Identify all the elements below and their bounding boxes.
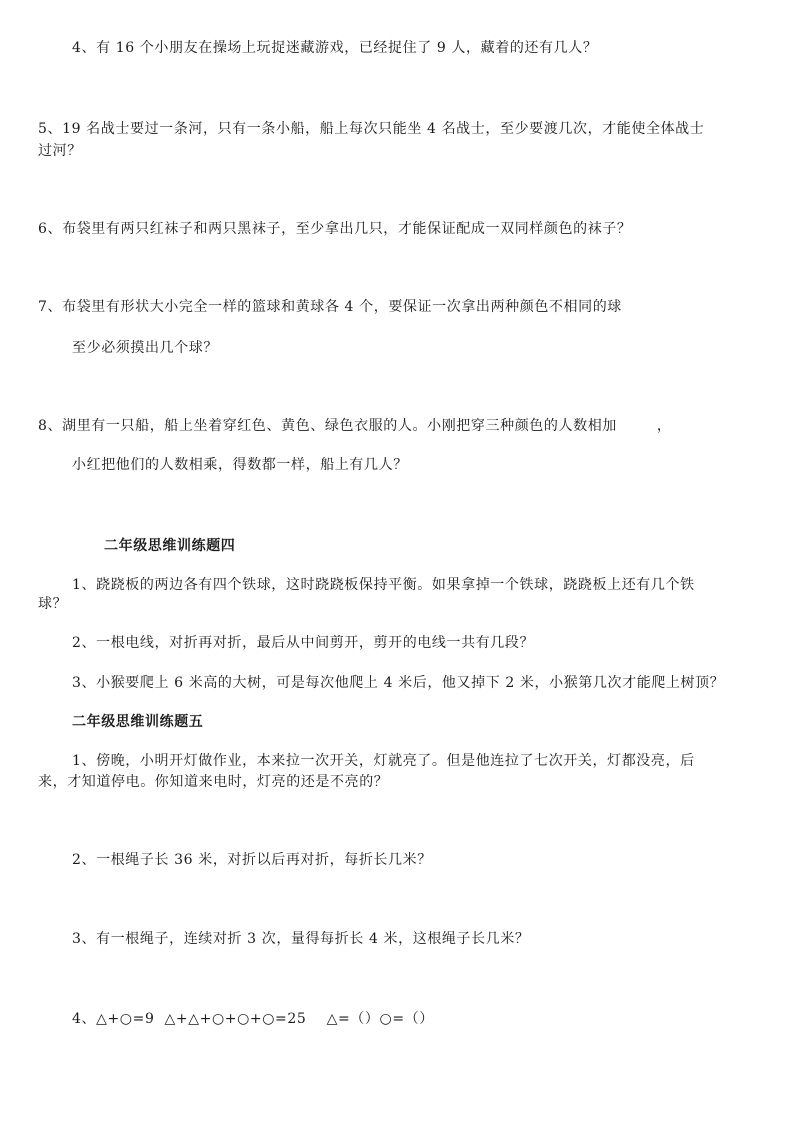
question-7-line-1: 7、布袋里有形状大小完全一样的篮球和黄球各 4 个，要保证一次拿出两种颜色不相同的球 (38, 299, 622, 315)
section-4-question-1-line-2: 球？ (38, 596, 68, 612)
question-8-line-1-tail: ， (656, 418, 672, 434)
question-6: 6、布袋里有两只红袜子和两只黑袜子，至少拿出几只，才能保证配成一双同样颜色的袜子？ (38, 221, 632, 237)
section-5-question-1-line-2: 来，才知道停电。你知道来电时，灯亮的还是不亮的？ (38, 774, 389, 790)
question-5-line-1: 5、19 名战士要过一条河，只有一条小船，船上每次只能坐 4 名战士，至少要渡几次，才能使全体战士 (38, 121, 705, 137)
section-4-question-1-line-1: 1、跷跷板的两边各有四个铁球，这时跷跷板保持平衡。如果拿掉一个铁球，跷跷板上还有几个铁 (72, 577, 695, 593)
section-5-title: 二年级思维训练题五 (72, 714, 204, 730)
question-8-line-2: 小红把他们的人数相乘，得数都一样，船上有几人？ (72, 457, 408, 473)
section-4-question-2: 2、一根电线，对折再对折，最后从中间剪开，剪开的电线一共有几段？ (72, 635, 535, 651)
question-7-line-2: 至少必须摸出几个球？ (72, 340, 218, 356)
section-5-question-2: 2、一根绳子长 36 米，对折以后再对折，每折长几米？ (72, 852, 432, 868)
section-4-title: 二年级思维训练题四 (104, 538, 236, 554)
section-5-question-1-line-1: 1、傍晚，小明开灯做作业，本来拉一次开关，灯就亮了。但是他连拉了七次开关，灯都没亮，后 (72, 753, 695, 769)
question-8-line-1-text: 8、湖里有一只船，船上坐着穿红色、黄色、绿色衣服的人。小刚把穿三种颜色的人数相加 (38, 418, 617, 434)
section-5-question-4: 4、△+○=9 △+△+○+○+○=25 △=（）○=（） (72, 1011, 434, 1027)
section-5-question-3: 3、有一根绳子，连续对折 3 次，量得每折长 4 米，这根绳子长几米？ (72, 931, 530, 947)
question-8-line-1 (38, 416, 672, 436)
section-4-question-3: 3、小猴要爬上 6 米高的大树，可是每次他爬上 4 米后，他又掉下 2 米，小猴第几次才能爬上树顶？ (72, 675, 725, 691)
question-5-line-2: 过河？ (38, 143, 82, 159)
question-4: 4、有 16 个小朋友在操场上玩捉迷藏游戏，已经捉住了 9 人，藏着的还有几人？ (72, 40, 598, 56)
